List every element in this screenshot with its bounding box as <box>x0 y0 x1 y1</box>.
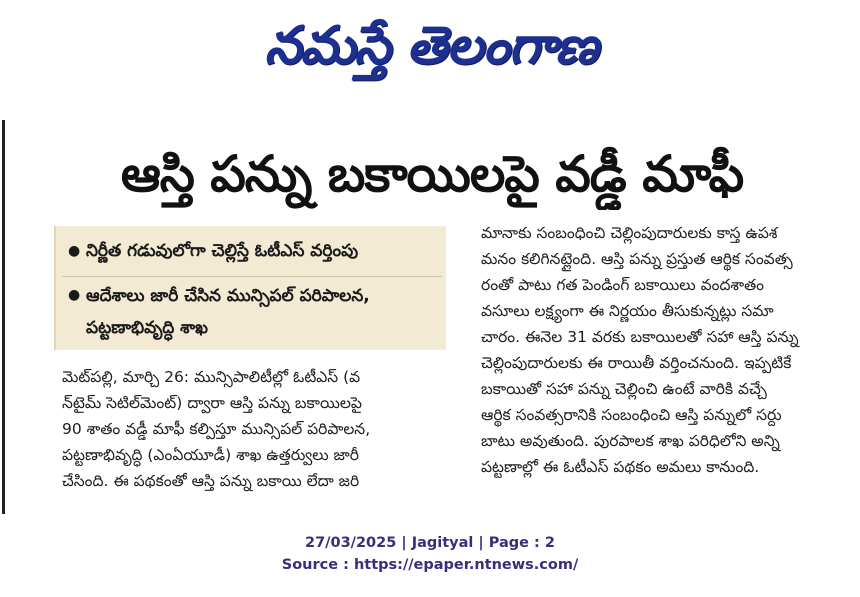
footer-source-link[interactable]: Source : https://epaper.ntnews.com/ <box>281 557 579 573</box>
article-line: పట్టణాభివృద్ధి (ఎంఏయూడీ) శాఖ ఉత్తర్వులు జారీ <box>62 446 359 464</box>
column-rule <box>2 120 5 514</box>
bullet-icon: ● <box>68 243 81 259</box>
article-line: బాటు అవుతుంది. పురపాలక శాఖ పరిధిలోని అన్ని <box>481 432 780 450</box>
highlight-item <box>64 280 442 344</box>
article-line: 90 శాతం వడ్డీ మాఫీ కల్పిస్తూ మున్సిపల్ పరిపాలన, <box>62 420 371 438</box>
article-line: వసూలు లక్ష్యంగా ఈ నిర్ణయం తీసుకున్నట్లు సమా <box>481 302 774 320</box>
highlight-item <box>64 236 442 270</box>
article-column-right <box>481 220 821 480</box>
article-line: బకాయితో సహా పన్ను చెల్లించి ఉంటే వారికి వచ్చే <box>481 380 767 398</box>
article-line: న్‌టైమ్ సెటిల్‌మెంట్) ద్వారా ఆస్తి పన్ను బకాయిలపై <box>62 394 362 412</box>
highlights-box <box>54 226 446 350</box>
article-line: రంతో పాటు గత పెండింగ్ బకాయిలు వందశాతం <box>481 276 764 294</box>
source-footer <box>0 532 860 576</box>
article-line: ఆర్థిక సంవత్సరానికి సంబంధించి ఆస్తి పన్నులో సర్దు <box>481 406 782 424</box>
article-column-left <box>62 364 440 494</box>
newspaper-masthead <box>226 6 636 86</box>
masthead-title: నమస్తే తెలంగాణ <box>264 16 598 76</box>
highlight-text: నిర్ణీత గడువులోగా చెల్లిస్తే ఓటీఎస్ వర్తింపు <box>86 241 359 261</box>
article-line: చెల్లింపుదారులకు ఈ రాయితీ వర్తించనుంది. ఇప్పటికే <box>481 354 792 372</box>
highlight-text: ఆదేశాలు జారీ చేసిన మున్సిపల్ పరిపాలన, పట్టణాభివృద్ధి శాఖ <box>86 286 370 338</box>
article-line: పట్టణాల్లో ఈ ఓటీఎస్ పథకం అమలు కానుంది. <box>481 458 760 476</box>
bullet-icon: ● <box>68 287 81 303</box>
article-line: చేసింది. ఈ పథకంతో ఆస్తి పన్ను బకాయి లేదా జరి <box>62 472 360 490</box>
article-line: చారం. ఈనెల 31 వరకు బకాయిలతో సహా ఆస్తి పన్ను <box>481 328 799 346</box>
footer-date-edition: 27/03/2025 | Jagityal | Page : 2 <box>305 535 555 551</box>
article-line: మెట్‌పల్లి, మార్చి 26: మున్సిపాలిటీల్లో ఓటీఎస్ (వ <box>62 368 361 386</box>
article-headline: ఆస్తి పన్ను బకాయిలపై వడ్డీ మాఫీ <box>120 145 744 203</box>
article-line: మనం కలిగినట్లైంది. ఆస్తి పన్ను ప్రస్తుత ఆర్థిక సంవత్స <box>481 250 793 268</box>
article-line: మానాకు సంబంధించి చెల్లింపుదారులకు కాస్త ఉపశ <box>481 224 778 242</box>
highlight-divider <box>62 276 442 277</box>
